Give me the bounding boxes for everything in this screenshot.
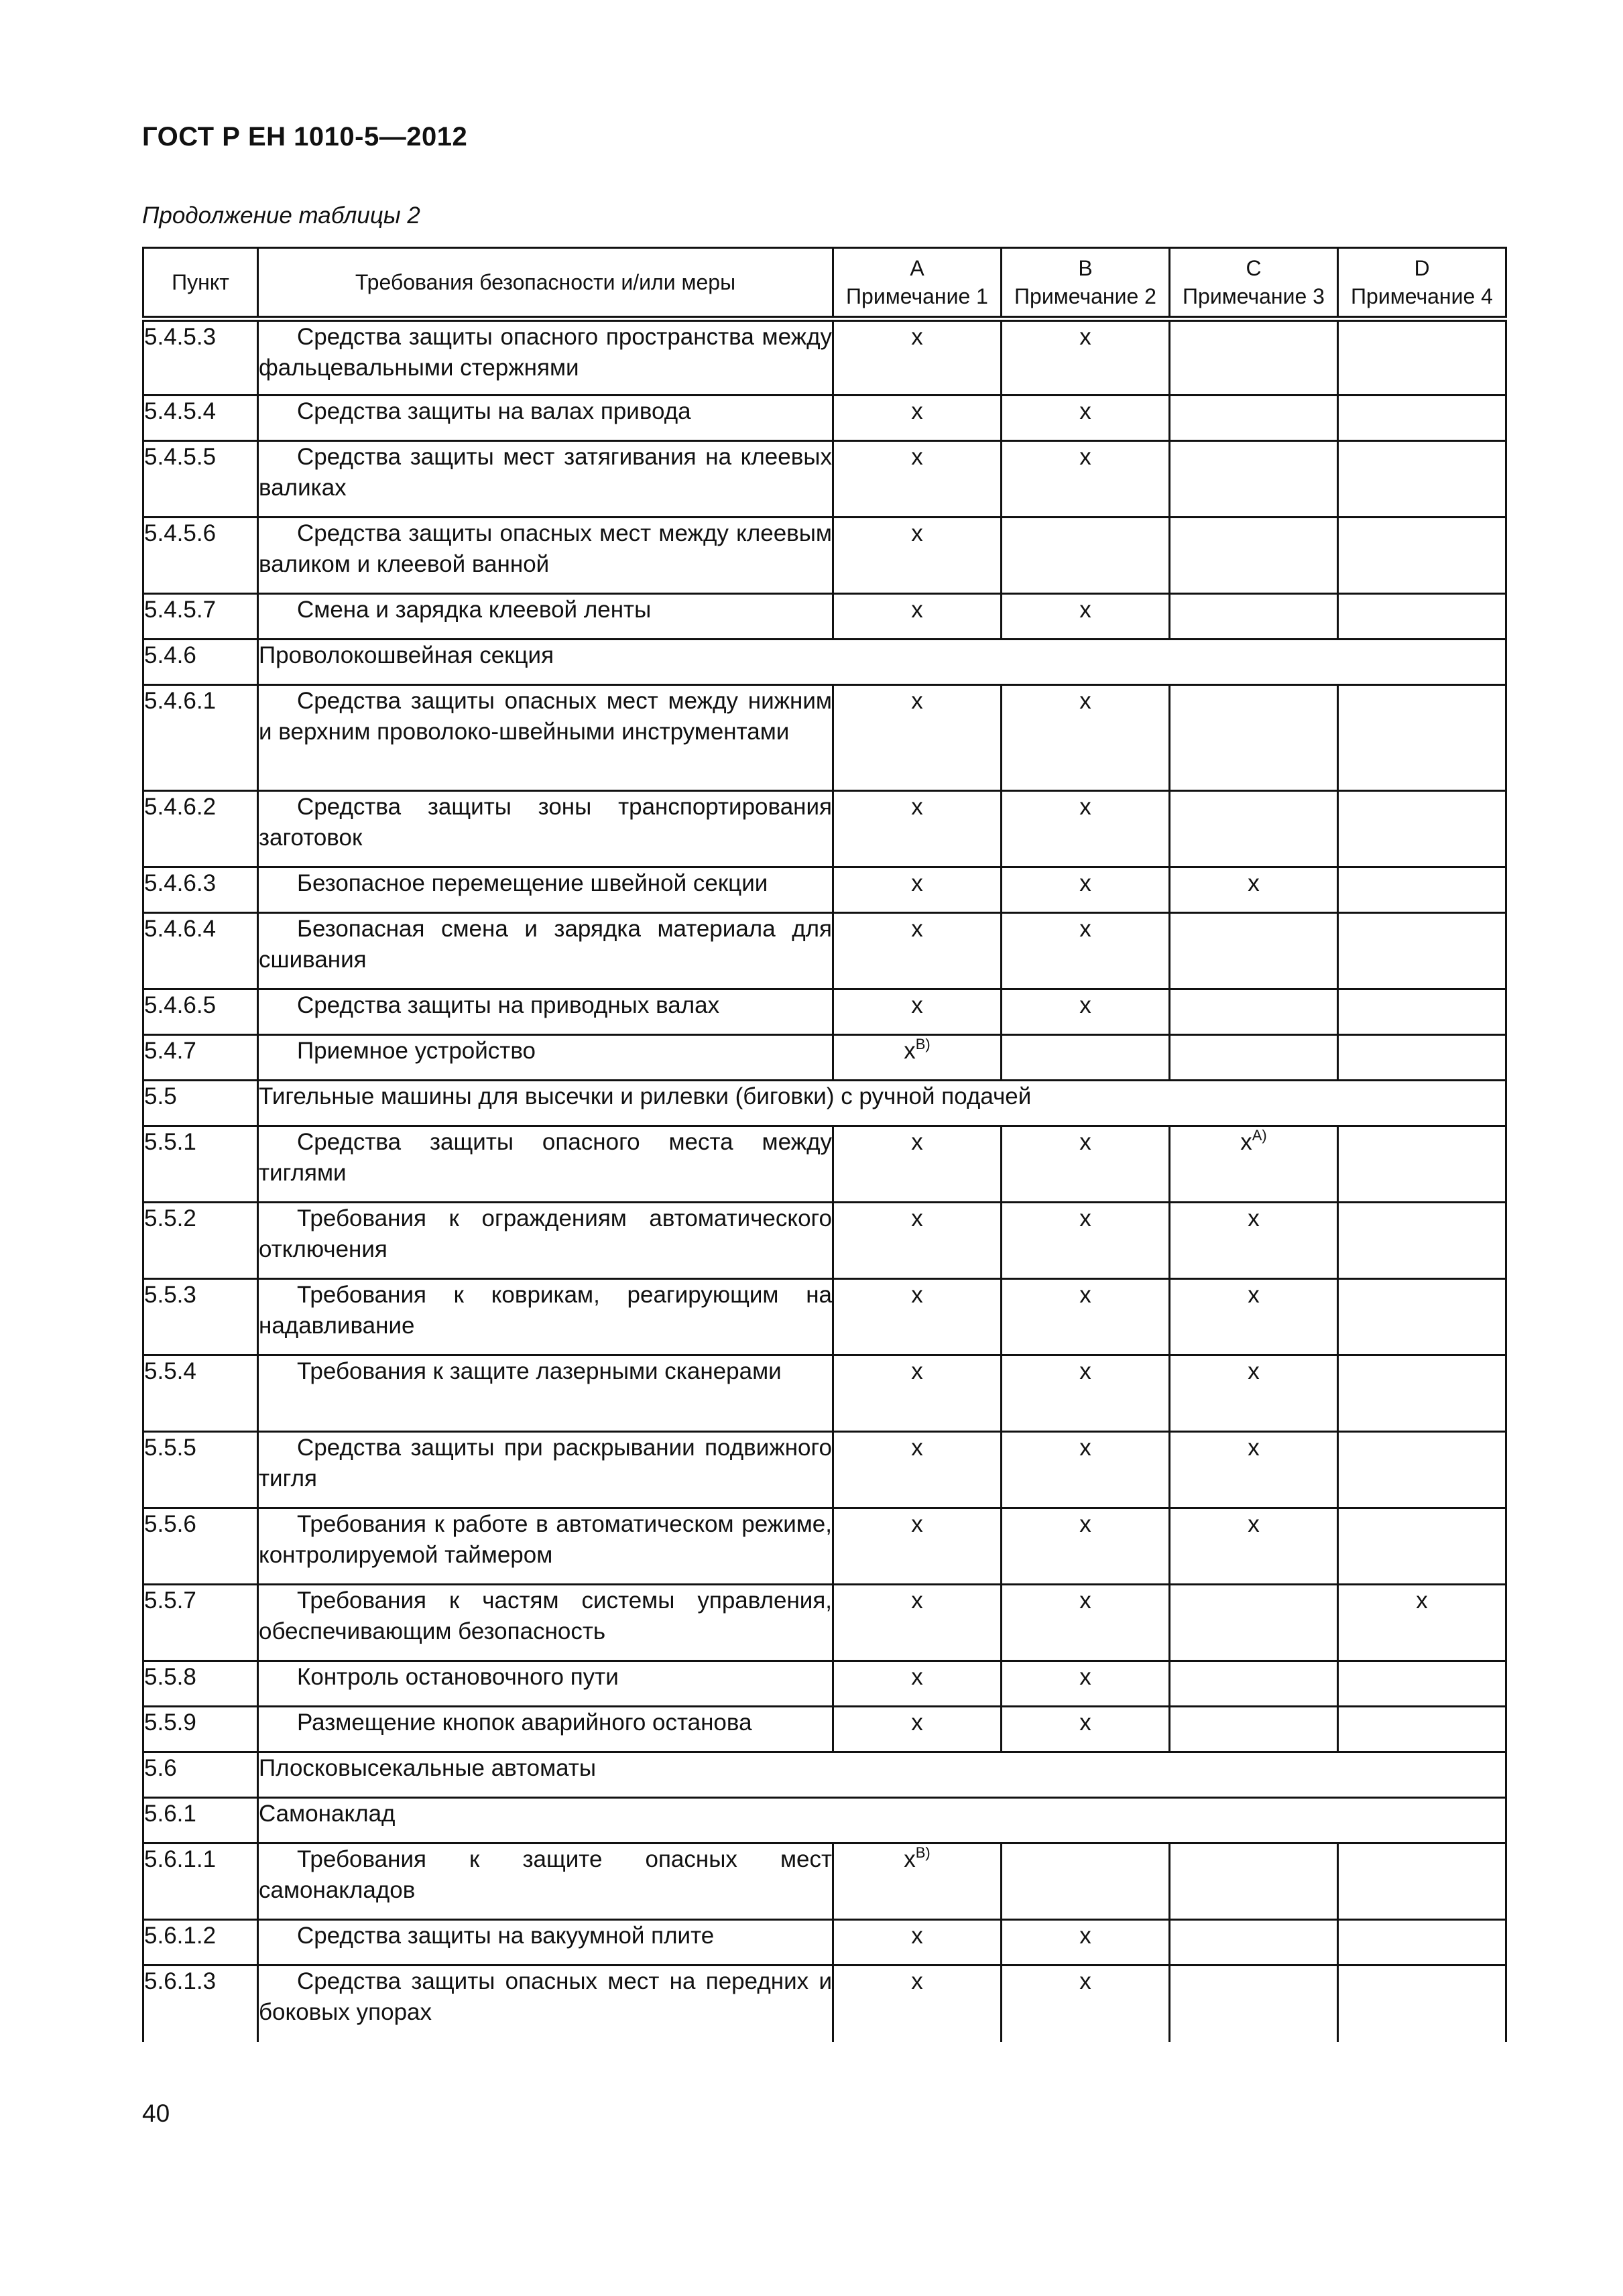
column-header-c	[1170, 248, 1338, 319]
item-number: 5.4.5.6	[143, 518, 258, 594]
mark-a	[833, 1844, 1002, 1920]
mark-d	[1338, 1844, 1506, 1920]
mark-d	[1338, 1585, 1506, 1661]
section-title-text: Проволокошвейная секция	[259, 642, 554, 668]
mark-d	[1338, 441, 1506, 518]
mark-a	[833, 1661, 1002, 1707]
mark-b-value: x	[1079, 1511, 1091, 1537]
mark-a-value: x	[904, 1038, 916, 1064]
mark-a-value: x	[911, 1664, 923, 1690]
mark-a-value: x	[911, 870, 923, 896]
mark-b	[1002, 685, 1170, 791]
mark-a	[833, 913, 1002, 989]
item-number: 5.5.4	[143, 1355, 258, 1432]
mark-a-value: x	[911, 1587, 923, 1614]
mark-c-value: x	[1248, 1435, 1260, 1461]
column-header-d	[1338, 248, 1506, 319]
mark-a	[833, 685, 1002, 791]
mark-b-value: x	[1079, 1205, 1091, 1231]
requirement-text-content: Смена и зарядка клеевой ленты	[297, 597, 652, 623]
requirement-text	[258, 518, 833, 594]
mark-c	[1170, 1432, 1338, 1508]
item-number: 5.4.6.1	[143, 685, 258, 791]
requirement-text	[258, 1355, 833, 1432]
mark-d	[1338, 396, 1506, 441]
requirement-text-content: Средства защиты на вакуумной плите	[297, 1923, 715, 1949]
mark-b	[1002, 1126, 1170, 1203]
mark-c	[1170, 1508, 1338, 1585]
mark-a-value: x	[911, 324, 923, 350]
item-number: 5.5.2	[143, 1203, 258, 1279]
requirement-text-content: Средства защиты опасных мест между клеевым валиком и клеевой ванной	[259, 520, 832, 577]
column-header-b	[1002, 248, 1170, 319]
mark-b-value: x	[1079, 324, 1091, 350]
mark-b	[1002, 1203, 1170, 1279]
requirement-text-content: Безопасное перемещение швейной секции	[297, 870, 768, 896]
requirement-text-content: Требования к защите опасных мест самонакладов	[259, 1846, 832, 1903]
requirement-text	[258, 1508, 833, 1585]
table-row	[143, 1798, 1506, 1844]
mark-a-value: x	[911, 1282, 923, 1308]
mark-c	[1170, 594, 1338, 640]
requirements-table	[142, 247, 1507, 2042]
column-note-d: Примечание 4	[1351, 284, 1493, 308]
mark-c	[1170, 1279, 1338, 1355]
mark-b	[1002, 989, 1170, 1035]
item-number: 5.4.5.3	[143, 319, 258, 396]
mark-c	[1170, 1203, 1338, 1279]
table-row	[143, 1844, 1506, 1920]
mark-b	[1002, 1661, 1170, 1707]
requirement-text-content: Средства защиты опасного места между тиглями	[259, 1129, 832, 1186]
table-row	[143, 1279, 1506, 1355]
mark-b-value: x	[1079, 1968, 1091, 1994]
mark-a-value: x	[911, 1129, 923, 1155]
mark-a	[833, 1279, 1002, 1355]
mark-a-value: x	[911, 398, 923, 424]
requirement-text	[258, 319, 833, 396]
section-title	[258, 1752, 1506, 1798]
mark-c-value: x	[1248, 1511, 1260, 1537]
requirement-text	[258, 396, 833, 441]
mark-c	[1170, 441, 1338, 518]
requirement-text-content: Безопасная смена и зарядка материала для сшивания	[259, 916, 832, 973]
mark-c	[1170, 791, 1338, 867]
mark-c	[1170, 1920, 1338, 1966]
item-number: 5.4.6.5	[143, 989, 258, 1035]
table-row	[143, 1355, 1506, 1432]
mark-b	[1002, 1508, 1170, 1585]
mark-b-value: x	[1079, 1282, 1091, 1308]
mark-c-value: x	[1240, 1129, 1252, 1155]
column-letter-b: B	[1078, 256, 1093, 280]
mark-b-value: x	[1079, 688, 1091, 714]
table-row	[143, 518, 1506, 594]
mark-a-footnote: B)	[915, 1036, 930, 1052]
mark-b	[1002, 441, 1170, 518]
mark-a	[833, 1355, 1002, 1432]
requirement-text	[258, 791, 833, 867]
mark-b-value: x	[1079, 1129, 1091, 1155]
table-row	[143, 640, 1506, 685]
table-row	[143, 1661, 1506, 1707]
mark-c	[1170, 1355, 1338, 1432]
item-number: 5.4.5.5	[143, 441, 258, 518]
mark-a-value: x	[911, 794, 923, 820]
mark-a	[833, 594, 1002, 640]
table-row	[143, 867, 1506, 913]
mark-b	[1002, 594, 1170, 640]
table-row	[143, 319, 1506, 396]
mark-a-value: x	[911, 597, 923, 623]
requirement-text-content: Размещение кнопок аварийного останова	[297, 1709, 752, 1736]
mark-b-value: x	[1079, 1587, 1091, 1614]
requirement-text	[258, 1126, 833, 1203]
mark-b	[1002, 1035, 1170, 1081]
table-row	[143, 1752, 1506, 1798]
mark-a-value: x	[911, 1435, 923, 1461]
section-title-text: Самонаклад	[259, 1801, 396, 1827]
section-title	[258, 1798, 1506, 1844]
mark-b-value: x	[1079, 1435, 1091, 1461]
column-letter-c: C	[1246, 256, 1262, 280]
mark-a-value: x	[911, 916, 923, 942]
mark-b-value: x	[1079, 916, 1091, 942]
mark-b-value: x	[1079, 1664, 1091, 1690]
mark-a	[833, 319, 1002, 396]
mark-d	[1338, 1355, 1506, 1432]
mark-a	[833, 867, 1002, 913]
mark-d-value: x	[1416, 1587, 1428, 1614]
item-number: 5.4.6.3	[143, 867, 258, 913]
table-row	[143, 1126, 1506, 1203]
mark-c-value: x	[1248, 1205, 1260, 1231]
mark-a	[833, 1707, 1002, 1752]
item-number: 5.6	[143, 1752, 258, 1798]
mark-c	[1170, 1966, 1338, 2042]
mark-b-value: x	[1079, 444, 1091, 470]
mark-a	[833, 1920, 1002, 1966]
requirement-text-content: Средства защиты опасных мест на передних и боковых упорах	[259, 1968, 832, 2025]
column-header-item: Пункт	[143, 248, 258, 319]
mark-c-value: x	[1248, 1282, 1260, 1308]
mark-b-value: x	[1079, 794, 1091, 820]
item-number: 5.5	[143, 1081, 258, 1126]
table-row	[143, 1508, 1506, 1585]
document-header: ГОСТ Р ЕН 1010-5—2012	[142, 122, 468, 152]
mark-a	[833, 1432, 1002, 1508]
item-number: 5.4.6.2	[143, 791, 258, 867]
item-number: 5.5.9	[143, 1707, 258, 1752]
page-number: 40	[142, 2100, 170, 2127]
item-number: 5.5.3	[143, 1279, 258, 1355]
requirement-text-content: Контроль остановочного пути	[297, 1664, 619, 1690]
item-number: 5.4.6.4	[143, 913, 258, 989]
mark-b-value: x	[1079, 597, 1091, 623]
item-number: 5.5.6	[143, 1508, 258, 1585]
mark-a	[833, 989, 1002, 1035]
column-note-a: Примечание 1	[846, 284, 988, 308]
mark-c-value: x	[1248, 870, 1260, 896]
requirement-text	[258, 1585, 833, 1661]
requirement-text	[258, 441, 833, 518]
mark-a	[833, 518, 1002, 594]
mark-d	[1338, 1661, 1506, 1707]
mark-a-value: x	[911, 1968, 923, 1994]
mark-b	[1002, 1920, 1170, 1966]
mark-d	[1338, 1126, 1506, 1203]
section-title-text: Тигельные машины для высечки и рилевки (биговки) с ручной подачей	[259, 1083, 1032, 1109]
mark-a	[833, 1126, 1002, 1203]
requirement-text-content: Средства защиты на валах привода	[297, 398, 691, 424]
item-number: 5.4.5.4	[143, 396, 258, 441]
mark-c	[1170, 396, 1338, 441]
mark-b	[1002, 791, 1170, 867]
mark-d	[1338, 1035, 1506, 1081]
mark-d	[1338, 594, 1506, 640]
mark-a-value: x	[911, 1358, 923, 1384]
column-note-c: Примечание 3	[1183, 284, 1325, 308]
requirement-text	[258, 1844, 833, 1920]
table-row	[143, 989, 1506, 1035]
mark-b	[1002, 1279, 1170, 1355]
item-number: 5.5.7	[143, 1585, 258, 1661]
table-row	[143, 791, 1506, 867]
mark-a	[833, 1508, 1002, 1585]
requirement-text	[258, 989, 833, 1035]
requirement-text-content: Приемное устройство	[297, 1038, 536, 1064]
requirement-text-content: Требования к частям системы управления, обеспечивающим безопасность	[259, 1587, 832, 1644]
item-number: 5.4.7	[143, 1035, 258, 1081]
item-number: 5.4.5.7	[143, 594, 258, 640]
item-number: 5.5.5	[143, 1432, 258, 1508]
mark-c	[1170, 913, 1338, 989]
requirement-text-content: Средства защиты зоны транспортирования заготовок	[259, 794, 832, 851]
table-row	[143, 1707, 1506, 1752]
mark-c	[1170, 319, 1338, 396]
mark-b	[1002, 913, 1170, 989]
mark-a-value: x	[904, 1846, 916, 1872]
mark-c	[1170, 1707, 1338, 1752]
mark-b-value: x	[1079, 1709, 1091, 1736]
requirement-text	[258, 1035, 833, 1081]
item-number: 5.6.1.1	[143, 1844, 258, 1920]
mark-c	[1170, 989, 1338, 1035]
requirement-text-content: Требования к ограждениям автоматического отключения	[259, 1205, 832, 1262]
mark-d	[1338, 1432, 1506, 1508]
mark-a-value: x	[911, 992, 923, 1018]
item-number: 5.5.1	[143, 1126, 258, 1203]
mark-d	[1338, 1203, 1506, 1279]
table-row	[143, 1585, 1506, 1661]
requirement-text	[258, 685, 833, 791]
mark-a-value: x	[911, 520, 923, 546]
mark-b	[1002, 319, 1170, 396]
requirement-text	[258, 1661, 833, 1707]
mark-b-value: x	[1079, 398, 1091, 424]
mark-b	[1002, 867, 1170, 913]
column-header-requirement: Требования безопасности и/или меры	[258, 248, 833, 319]
mark-a-value: x	[911, 1923, 923, 1949]
mark-a	[833, 1966, 1002, 2042]
requirement-text-content: Средства защиты на приводных валах	[297, 992, 720, 1018]
mark-a-value: x	[911, 444, 923, 470]
mark-b	[1002, 1844, 1170, 1920]
item-number: 5.6.1	[143, 1798, 258, 1844]
column-letter-a: A	[910, 256, 924, 280]
section-title	[258, 640, 1506, 685]
mark-b-value: x	[1079, 1358, 1091, 1384]
mark-c	[1170, 1844, 1338, 1920]
requirement-text	[258, 1707, 833, 1752]
table-row	[143, 441, 1506, 518]
table-row	[143, 1203, 1506, 1279]
mark-d	[1338, 1707, 1506, 1752]
mark-c	[1170, 1585, 1338, 1661]
mark-d	[1338, 1279, 1506, 1355]
mark-a	[833, 1035, 1002, 1081]
mark-a-footnote: B)	[915, 1844, 930, 1861]
table-header-row	[143, 248, 1506, 319]
table-row	[143, 594, 1506, 640]
mark-a	[833, 1585, 1002, 1661]
mark-a	[833, 1203, 1002, 1279]
requirement-text-content: Средства защиты при раскрывании подвижного тигля	[259, 1435, 832, 1492]
mark-b-value: x	[1079, 992, 1091, 1018]
requirement-text	[258, 594, 833, 640]
mark-c	[1170, 867, 1338, 913]
column-letter-d: D	[1414, 256, 1430, 280]
requirement-text	[258, 1920, 833, 1966]
requirement-text	[258, 1966, 833, 2042]
mark-d	[1338, 685, 1506, 791]
table-row	[143, 396, 1506, 441]
mark-d	[1338, 989, 1506, 1035]
requirement-text-content: Требования к коврикам, реагирующим на надавливание	[259, 1282, 832, 1339]
requirement-text-content: Средства защиты опасного пространства между фальцевальными стержнями	[259, 324, 832, 381]
table-row	[143, 1035, 1506, 1081]
mark-d	[1338, 1966, 1506, 2042]
requirement-text	[258, 1432, 833, 1508]
requirement-text-content: Требования к работе в автоматическом режиме, контролируемой таймером	[259, 1511, 832, 1568]
mark-b	[1002, 1707, 1170, 1752]
mark-c	[1170, 1661, 1338, 1707]
mark-b	[1002, 396, 1170, 441]
mark-c	[1170, 518, 1338, 594]
requirement-text	[258, 867, 833, 913]
requirement-text	[258, 1279, 833, 1355]
mark-d	[1338, 1920, 1506, 1966]
mark-a-value: x	[911, 1511, 923, 1537]
column-header-a	[833, 248, 1002, 319]
item-number: 5.6.1.2	[143, 1920, 258, 1966]
mark-b	[1002, 1966, 1170, 2042]
mark-d	[1338, 791, 1506, 867]
mark-a	[833, 441, 1002, 518]
mark-c	[1170, 1126, 1338, 1203]
mark-a	[833, 791, 1002, 867]
section-title-text: Плосковысекальные автоматы	[259, 1755, 597, 1781]
column-note-b: Примечание 2	[1014, 284, 1156, 308]
requirement-text-content: Требования к защите лазерными сканерами	[297, 1358, 782, 1384]
requirement-text-content: Средства защиты опасных мест между нижним и верхним проволоко-швейными инструментами	[259, 688, 832, 745]
mark-a-value: x	[911, 1709, 923, 1736]
item-number: 5.6.1.3	[143, 1966, 258, 2042]
mark-b	[1002, 1432, 1170, 1508]
item-number: 5.4.6	[143, 640, 258, 685]
mark-a-value: x	[911, 1205, 923, 1231]
mark-c-value: x	[1248, 1358, 1260, 1384]
table-row	[143, 913, 1506, 989]
mark-b	[1002, 518, 1170, 594]
table-row	[143, 1920, 1506, 1966]
table-row	[143, 1081, 1506, 1126]
requirement-text-content: Средства защиты мест затягивания на клеевых валиках	[259, 444, 832, 501]
mark-d	[1338, 319, 1506, 396]
mark-c	[1170, 1035, 1338, 1081]
item-number: 5.5.8	[143, 1661, 258, 1707]
mark-c	[1170, 685, 1338, 791]
mark-a-value: x	[911, 688, 923, 714]
table-body	[143, 319, 1506, 2042]
mark-d	[1338, 518, 1506, 594]
mark-a	[833, 396, 1002, 441]
mark-d	[1338, 1508, 1506, 1585]
mark-c-footnote: A)	[1252, 1127, 1267, 1144]
requirement-text	[258, 913, 833, 989]
table-row	[143, 1432, 1506, 1508]
table-row	[143, 1966, 1506, 2042]
table-caption: Продолжение таблицы 2	[142, 202, 420, 229]
mark-d	[1338, 913, 1506, 989]
mark-b-value: x	[1079, 870, 1091, 896]
requirement-text	[258, 1203, 833, 1279]
mark-b	[1002, 1585, 1170, 1661]
mark-b	[1002, 1355, 1170, 1432]
mark-b-value: x	[1079, 1923, 1091, 1949]
table-row	[143, 685, 1506, 791]
section-title	[258, 1081, 1506, 1126]
mark-d	[1338, 867, 1506, 913]
